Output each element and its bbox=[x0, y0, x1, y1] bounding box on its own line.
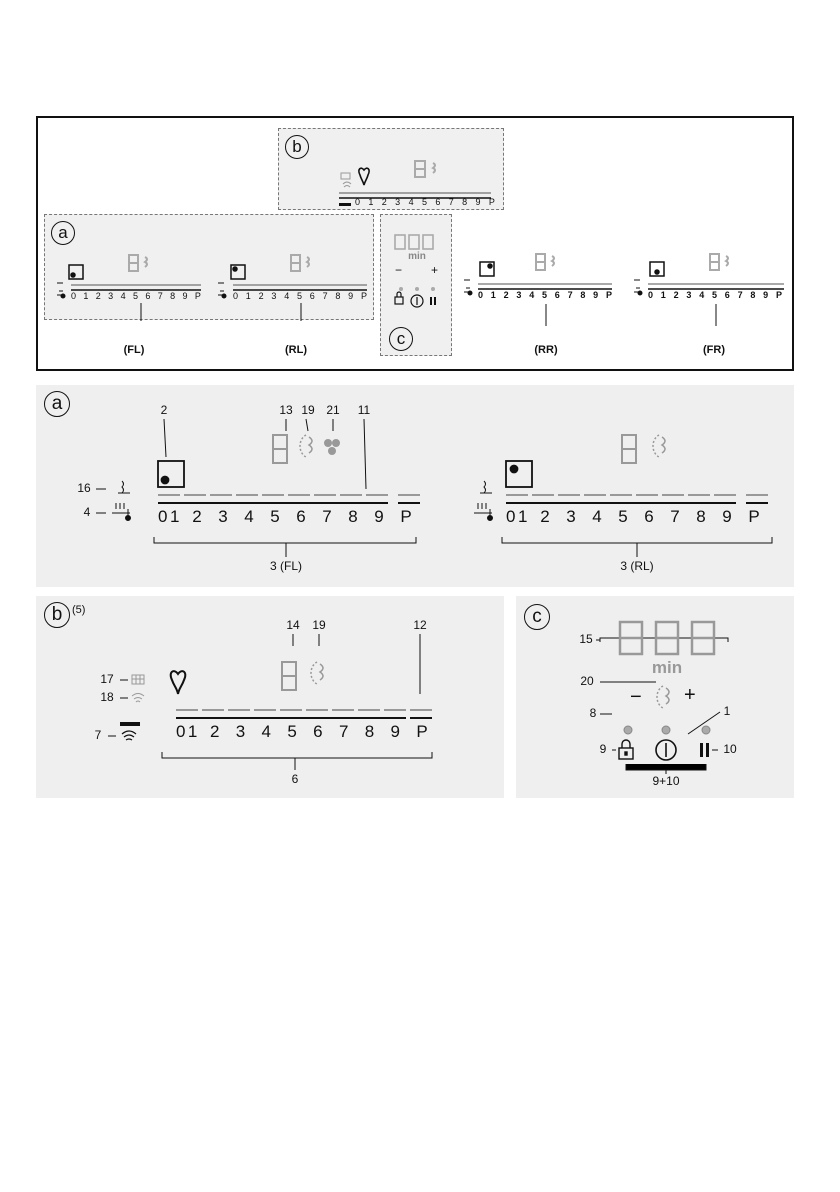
scale-step: 7 bbox=[737, 290, 743, 300]
fan-icon bbox=[171, 671, 186, 694]
callout-4: 4 bbox=[83, 505, 91, 519]
scale-step: 6 bbox=[435, 197, 441, 207]
wifi-icon bbox=[122, 731, 136, 740]
pause-icon bbox=[700, 743, 709, 757]
residual-heat-icon bbox=[118, 481, 130, 493]
timer-icon bbox=[300, 435, 312, 457]
scale-step: 0 bbox=[158, 507, 168, 526]
scale-step: P bbox=[360, 291, 367, 301]
scale-step: 3 bbox=[108, 291, 114, 301]
scale-step: 5 bbox=[421, 197, 427, 207]
pause-icon bbox=[430, 297, 436, 305]
scale-step: 2 bbox=[209, 722, 220, 741]
caption-6: 6 bbox=[291, 772, 299, 786]
scale-step: 9 bbox=[593, 290, 599, 300]
scale-step: 9 bbox=[374, 507, 384, 526]
detail-b-scale bbox=[176, 722, 436, 742]
zone-label-fr: (FR) bbox=[703, 344, 725, 356]
overview-timer-minus: − bbox=[395, 263, 403, 277]
scale-step: 7 bbox=[322, 291, 328, 301]
scale-step: 3 bbox=[235, 722, 246, 741]
detail-a-badge: a bbox=[44, 391, 70, 417]
lock-icon bbox=[395, 292, 403, 304]
overview-panel-a bbox=[44, 214, 374, 320]
callout-20: 20 bbox=[580, 674, 594, 688]
segment-digit bbox=[273, 435, 287, 463]
overview-b-scale bbox=[355, 197, 495, 207]
caption-3-rl: 3 (RL) bbox=[620, 559, 654, 573]
zone-fl-icon bbox=[69, 265, 83, 279]
lock-icon bbox=[619, 740, 633, 759]
timer-icon bbox=[311, 662, 323, 684]
overview-timer-plus: + bbox=[431, 263, 439, 277]
detail-b-badge: b bbox=[44, 602, 70, 628]
zone-rl-icon bbox=[231, 265, 245, 279]
caption-9-10: 9+10 bbox=[652, 774, 680, 788]
scale-step: 0 bbox=[233, 291, 239, 301]
timer-icon bbox=[653, 435, 665, 457]
callout-11: 11 bbox=[357, 403, 371, 417]
callout-21: 21 bbox=[326, 403, 340, 417]
scale-step: 4 bbox=[284, 291, 290, 301]
power-icon bbox=[411, 295, 423, 307]
scale-step: 3 bbox=[271, 291, 277, 301]
detail-a-rl-scale bbox=[506, 507, 768, 527]
scale-step: 7 bbox=[157, 291, 163, 301]
callout-9: 9 bbox=[599, 742, 607, 756]
panel-b-badge: b bbox=[285, 135, 309, 159]
scale-step: 8 bbox=[750, 290, 756, 300]
overview-rl-scale bbox=[233, 291, 367, 301]
scale-step: 0 bbox=[71, 291, 77, 301]
scale-step: 6 bbox=[309, 291, 315, 301]
detail-panel-c bbox=[516, 596, 794, 798]
scale-step: 8 bbox=[335, 291, 341, 301]
scale-step: 5 bbox=[711, 290, 717, 300]
scale-step: 3 bbox=[516, 290, 522, 300]
scale-step: 1 bbox=[660, 290, 666, 300]
wifi-icon bbox=[132, 694, 144, 703]
scale-step: P bbox=[488, 197, 495, 207]
fan-icon bbox=[359, 168, 369, 185]
scale-step: 3 bbox=[395, 197, 401, 207]
residual-heat-icon bbox=[480, 481, 492, 493]
callout-1: 1 bbox=[723, 704, 731, 718]
scale-step: 9 bbox=[182, 291, 188, 301]
scale-step: 9 bbox=[722, 507, 732, 526]
scale-step: 5 bbox=[296, 291, 302, 301]
detail-c-drawing bbox=[516, 596, 794, 798]
panel-a-badge: a bbox=[51, 221, 75, 245]
scale-step: 9 bbox=[348, 291, 354, 301]
scale-step: 5 bbox=[132, 291, 138, 301]
heat-level-icon bbox=[112, 503, 131, 521]
zone-rr-icon bbox=[480, 262, 494, 276]
scale-step: 8 bbox=[364, 722, 375, 741]
scale-step: P bbox=[748, 507, 760, 526]
scale-step: 7 bbox=[670, 507, 680, 526]
detail-a-fl-scale bbox=[158, 507, 420, 527]
scale-step: 6 bbox=[554, 290, 560, 300]
scale-step: 9 bbox=[390, 722, 400, 741]
scale-step: 9 bbox=[475, 197, 481, 207]
scale-step: P bbox=[605, 290, 612, 300]
zone-fr-icon bbox=[650, 262, 664, 276]
callout-8: 8 bbox=[589, 706, 597, 720]
scale-step: 5 bbox=[287, 722, 297, 741]
scale-step: 8 bbox=[348, 507, 358, 526]
scale-step: 5 bbox=[541, 290, 547, 300]
callout-14: 14 bbox=[286, 618, 300, 632]
scale-step: 2 bbox=[381, 197, 387, 207]
scale-step: 1 bbox=[170, 507, 180, 526]
overview-frame bbox=[36, 116, 794, 371]
overview-panel-c bbox=[380, 214, 452, 356]
scale-step: 6 bbox=[724, 290, 730, 300]
scale-step: 1 bbox=[518, 507, 528, 526]
overview-fr-scale bbox=[648, 290, 782, 300]
zone-label-rl: (RL) bbox=[285, 344, 307, 356]
scale-step: 1 bbox=[368, 197, 374, 207]
scale-step: P bbox=[416, 722, 428, 741]
scale-step: 2 bbox=[258, 291, 264, 301]
segment-digit bbox=[415, 161, 435, 177]
timer-display bbox=[620, 622, 714, 654]
timer-minus: − bbox=[630, 686, 642, 708]
filter-grid-icon bbox=[132, 675, 144, 684]
detail-panel-b bbox=[36, 596, 504, 798]
scale-step: 3 bbox=[566, 507, 576, 526]
callout-7: 7 bbox=[94, 728, 102, 742]
timer-unit: min bbox=[651, 658, 683, 677]
scale-step: 4 bbox=[699, 290, 705, 300]
overview-fl-scale bbox=[71, 291, 201, 301]
scale-step: 2 bbox=[95, 291, 101, 301]
scale-step: 5 bbox=[618, 507, 628, 526]
scale-step: 4 bbox=[592, 507, 602, 526]
zone-rl-icon bbox=[506, 461, 532, 487]
zone-fl-icon bbox=[158, 461, 184, 487]
hood-light-bar bbox=[120, 722, 140, 726]
scale-step: 8 bbox=[462, 197, 468, 207]
scale-step: 7 bbox=[448, 197, 454, 207]
scale-step: P bbox=[775, 290, 782, 300]
overview-rr-scale bbox=[478, 290, 612, 300]
panel-c-badge: c bbox=[389, 327, 413, 351]
scale-step: 8 bbox=[580, 290, 586, 300]
callout-12: 12 bbox=[413, 618, 427, 632]
callout-18: 18 bbox=[100, 690, 114, 704]
scale-step: 6 bbox=[296, 507, 306, 526]
zone-label-fl: (FL) bbox=[123, 344, 145, 356]
power-icon bbox=[656, 740, 676, 760]
overview-rr-controls bbox=[458, 248, 618, 328]
callout-17: 17 bbox=[100, 672, 114, 686]
scale-step: 2 bbox=[540, 507, 550, 526]
segment-digit bbox=[622, 435, 636, 463]
overview-zone-controls bbox=[45, 215, 375, 321]
scale-step: 2 bbox=[192, 507, 202, 526]
detail-a-drawing bbox=[36, 385, 794, 587]
scale-step: 6 bbox=[313, 722, 323, 741]
scale-step: 6 bbox=[145, 291, 151, 301]
scale-step: 7 bbox=[567, 290, 573, 300]
detail-b-footnote: (5) bbox=[72, 604, 86, 616]
scale-step: 0 bbox=[176, 722, 186, 741]
scale-step: 1 bbox=[83, 291, 89, 301]
scale-step: 1 bbox=[490, 290, 496, 300]
scale-step: 2 bbox=[503, 290, 509, 300]
callout-19: 19 bbox=[301, 403, 315, 417]
callout-13: 13 bbox=[279, 403, 293, 417]
callout-19: 19 bbox=[312, 618, 326, 632]
scale-step: 0 bbox=[355, 197, 361, 207]
scale-step: 4 bbox=[261, 722, 272, 741]
scale-step: 4 bbox=[408, 197, 414, 207]
scale-step: 2 bbox=[673, 290, 679, 300]
overview-fr-controls bbox=[624, 248, 790, 328]
detail-panel-a bbox=[36, 385, 794, 587]
caption-3-fl: 3 (FL) bbox=[269, 559, 302, 573]
callout-2: 2 bbox=[160, 403, 168, 417]
scale-step: 4 bbox=[120, 291, 126, 301]
scale-step: 8 bbox=[170, 291, 176, 301]
scale-step: 6 bbox=[644, 507, 654, 526]
callout-16: 16 bbox=[77, 481, 91, 495]
overview-timer-unit: min bbox=[408, 251, 426, 262]
scale-step: 0 bbox=[506, 507, 516, 526]
scale-step: 4 bbox=[529, 290, 535, 300]
scale-step: 9 bbox=[763, 290, 769, 300]
boost-icon bbox=[324, 439, 340, 455]
timer-plus: + bbox=[684, 684, 696, 706]
scale-step: 0 bbox=[648, 290, 654, 300]
scale-step: P bbox=[194, 291, 201, 301]
scale-step: 7 bbox=[338, 722, 349, 741]
detail-c-badge: c bbox=[524, 604, 550, 630]
scale-step: 4 bbox=[244, 507, 254, 526]
zone-label-rr: (RR) bbox=[534, 344, 558, 356]
scale-step: 3 bbox=[218, 507, 228, 526]
scale-step: 0 bbox=[478, 290, 484, 300]
scale-step: 1 bbox=[245, 291, 251, 301]
scale-step: 8 bbox=[696, 507, 706, 526]
scale-step: 5 bbox=[270, 507, 280, 526]
heat-level-icon bbox=[474, 503, 493, 521]
scale-step: P bbox=[400, 507, 412, 526]
timer-icon bbox=[657, 686, 669, 708]
scale-step: 7 bbox=[322, 507, 332, 526]
callout-10: 10 bbox=[723, 742, 737, 756]
scale-step: 3 bbox=[686, 290, 692, 300]
scale-step: 1 bbox=[187, 722, 198, 741]
segment-digit bbox=[282, 662, 296, 690]
callout-15: 15 bbox=[579, 632, 593, 646]
overview-panel-b bbox=[278, 128, 504, 210]
